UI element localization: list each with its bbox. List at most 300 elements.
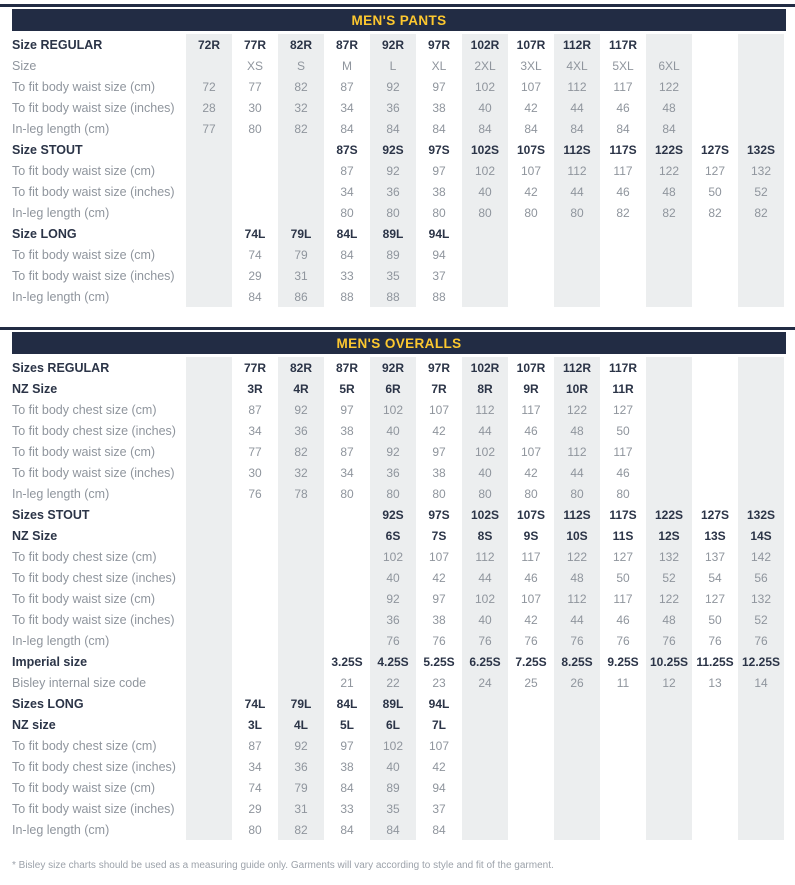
- cell: [738, 76, 784, 97]
- cell: [646, 223, 692, 244]
- cell: 77R: [243, 360, 266, 375]
- cell: 37: [432, 801, 446, 816]
- row-label: In-leg length (cm): [12, 205, 110, 220]
- cell: 50: [708, 612, 722, 627]
- cell: [554, 223, 600, 244]
- row-label: To fit body chest size (cm): [12, 402, 157, 417]
- cell: [646, 798, 692, 819]
- cell: [278, 672, 324, 693]
- table-row: [0, 756, 795, 777]
- row-label: In-leg length (cm): [12, 289, 110, 304]
- row-label: Size REGULAR: [12, 37, 103, 52]
- cell: 89: [370, 777, 416, 798]
- mens-overalls-table: [0, 327, 795, 840]
- table-row: [0, 693, 795, 714]
- row-label: In-leg length (cm): [12, 486, 110, 501]
- cell: [646, 399, 692, 420]
- cell: 84: [524, 121, 538, 136]
- cell: 77: [248, 79, 262, 94]
- cell: 77: [248, 444, 262, 459]
- row-label: To fit body chest size (cm): [12, 738, 157, 753]
- cell: 107R: [516, 37, 546, 52]
- cell: 42: [524, 100, 538, 115]
- cell: [186, 462, 232, 483]
- cell: 12.25S: [738, 651, 784, 672]
- cell: 21: [340, 675, 354, 690]
- cell: [508, 714, 554, 735]
- mens-pants-header-band: [12, 9, 786, 31]
- row-label: NZ Size: [12, 381, 58, 396]
- cell: [186, 546, 232, 567]
- cell: 5R: [339, 381, 355, 396]
- row-label: To fit body waist size (inches): [12, 465, 175, 480]
- cell: [600, 798, 646, 819]
- cell: [692, 265, 738, 286]
- cell: 112: [554, 76, 600, 97]
- cell: 87R: [335, 37, 358, 52]
- cell: 87: [248, 402, 262, 417]
- cell: [692, 693, 738, 714]
- cell: 80: [370, 202, 416, 223]
- cell: [646, 714, 692, 735]
- cell: 80: [616, 486, 630, 501]
- cell: 112: [462, 546, 508, 567]
- cell: [324, 609, 370, 630]
- mens-overalls-header-band: [12, 332, 786, 354]
- cell: 92R: [370, 34, 416, 55]
- cell: [646, 378, 692, 399]
- cell: [738, 756, 784, 777]
- cell: 76: [524, 633, 538, 648]
- cell: 44: [462, 567, 508, 588]
- row-label: Size STOUT: [12, 142, 83, 157]
- cell: [186, 525, 232, 546]
- cell: 122: [554, 546, 600, 567]
- cell: 84: [370, 819, 416, 840]
- cell: [186, 756, 232, 777]
- cell: [692, 378, 738, 399]
- cell: [646, 777, 692, 798]
- cell: 92: [370, 76, 416, 97]
- cell: 36: [278, 420, 324, 441]
- cell: 76: [646, 630, 692, 651]
- cell: [186, 420, 232, 441]
- cell: [554, 286, 600, 307]
- mens-overalls-rows: [0, 357, 795, 840]
- cell: 42: [524, 184, 538, 199]
- cell: 137: [704, 549, 726, 564]
- cell: 84: [554, 118, 600, 139]
- cell: 97R: [427, 360, 450, 375]
- cell: 3XL: [520, 58, 542, 73]
- table-row: [0, 483, 795, 504]
- cell: [186, 735, 232, 756]
- cell: [462, 223, 508, 244]
- cell: 38: [432, 184, 446, 199]
- cell: 9R: [523, 381, 539, 396]
- cell: 132: [646, 546, 692, 567]
- cell: 117: [521, 549, 541, 564]
- cell: [692, 735, 738, 756]
- cell: [646, 441, 692, 462]
- cell: 3.25S: [331, 654, 363, 669]
- cell: 40: [462, 181, 508, 202]
- cell: 40: [370, 420, 416, 441]
- cell: 9.25S: [607, 654, 639, 669]
- row-label: Sizes STOUT: [12, 507, 90, 522]
- cell: 2XL: [462, 55, 508, 76]
- cell: 112S: [554, 139, 600, 160]
- cell: 79L: [278, 693, 324, 714]
- cell: [232, 504, 278, 525]
- cell: 112R: [554, 357, 600, 378]
- cell: 80: [248, 121, 262, 136]
- cell: 44: [462, 420, 508, 441]
- cell: 10S: [554, 525, 600, 546]
- cell: 84: [248, 289, 262, 304]
- cell: 46: [616, 100, 630, 115]
- cell: [600, 714, 646, 735]
- cell: [508, 223, 554, 244]
- cell: [692, 55, 738, 76]
- cell: [738, 399, 784, 420]
- cell: 11R: [612, 381, 634, 396]
- cell: 46: [616, 612, 630, 627]
- cell: 97R: [427, 37, 450, 52]
- cell: 79: [278, 777, 324, 798]
- row-label: To fit body waist size (cm): [12, 79, 156, 94]
- table-row: [0, 55, 795, 76]
- row-label: NZ Size: [12, 528, 58, 543]
- cell: 32: [278, 462, 324, 483]
- cell: 23: [432, 675, 446, 690]
- cell: 52: [738, 609, 784, 630]
- cell: [186, 286, 232, 307]
- cell: [554, 735, 600, 756]
- cell: 87S: [336, 142, 358, 157]
- cell: [232, 525, 278, 546]
- cell: [186, 504, 232, 525]
- cell: [186, 714, 232, 735]
- cell: [692, 97, 738, 118]
- cell: [324, 504, 370, 525]
- cell: 42: [432, 423, 446, 438]
- cell: 92R: [370, 357, 416, 378]
- cell: 5.25S: [423, 654, 455, 669]
- cell: 42: [432, 759, 446, 774]
- cell: [738, 483, 784, 504]
- row-label: To fit body waist size (inches): [12, 268, 175, 283]
- table-row: [0, 441, 795, 462]
- cell: 80: [340, 205, 354, 220]
- cell: 102S: [462, 139, 508, 160]
- cell: [232, 609, 278, 630]
- table-row: [0, 798, 795, 819]
- cell: 50: [708, 184, 722, 199]
- cell: 86: [278, 286, 324, 307]
- cell: 36: [278, 756, 324, 777]
- cell: 127S: [700, 507, 730, 522]
- cell: 48: [646, 181, 692, 202]
- cell: 122: [646, 588, 692, 609]
- cell: [278, 181, 324, 202]
- row-label: In-leg length (cm): [12, 633, 110, 648]
- table-row: [0, 525, 795, 546]
- cell: [600, 286, 646, 307]
- cell: [554, 693, 600, 714]
- cell: M: [342, 58, 352, 73]
- cell: [462, 777, 508, 798]
- cell: [508, 693, 554, 714]
- cell: 48: [646, 97, 692, 118]
- cell: 7S: [431, 528, 447, 543]
- cell: 8S: [462, 525, 508, 546]
- cell: 84: [646, 118, 692, 139]
- cell: 80: [432, 205, 446, 220]
- cell: 14: [738, 672, 784, 693]
- cell: [554, 244, 600, 265]
- cell: [646, 286, 692, 307]
- cell: [186, 399, 232, 420]
- cell: 97: [340, 402, 354, 417]
- cell: [692, 399, 738, 420]
- row-label: To fit body chest size (inches): [12, 570, 176, 585]
- cell: 82: [278, 118, 324, 139]
- cell: [600, 693, 646, 714]
- cell: 102: [370, 399, 416, 420]
- cell: [232, 181, 278, 202]
- cell: 80: [554, 202, 600, 223]
- cell: XL: [431, 58, 447, 73]
- cell: 102S: [462, 504, 508, 525]
- cell: 74: [248, 247, 262, 262]
- cell: 102R: [462, 357, 508, 378]
- cell: 8R: [462, 378, 508, 399]
- table-row: [0, 630, 795, 651]
- cell: 46: [616, 465, 630, 480]
- row-label: Imperial size: [12, 654, 88, 669]
- cell: 6S: [370, 525, 416, 546]
- cell: 50: [616, 570, 630, 585]
- cell: 5L: [339, 717, 354, 732]
- cell: 34: [248, 759, 262, 774]
- row-label: Size: [12, 58, 37, 73]
- cell: [186, 588, 232, 609]
- cell: [646, 357, 692, 378]
- cell: 80: [462, 483, 508, 504]
- cell: 29: [248, 801, 262, 816]
- cell: 40: [462, 97, 508, 118]
- row-label: To fit body chest size (inches): [12, 759, 176, 774]
- cell: 107: [428, 402, 450, 417]
- cell: 92S: [370, 139, 416, 160]
- cell: [600, 777, 646, 798]
- cell: [278, 202, 324, 223]
- cell: 38: [432, 612, 446, 627]
- cell: [186, 441, 232, 462]
- cell: 84: [340, 822, 354, 837]
- row-label: Size LONG: [12, 226, 77, 241]
- cell: 79: [278, 244, 324, 265]
- cell: 112S: [554, 504, 600, 525]
- cell: [692, 756, 738, 777]
- cell: 84: [340, 121, 354, 136]
- cell: [646, 483, 692, 504]
- cell: [462, 798, 508, 819]
- table-row: [0, 97, 795, 118]
- cell: 82: [738, 202, 784, 223]
- cell: 36: [370, 609, 416, 630]
- cell: [646, 819, 692, 840]
- cell: [462, 693, 508, 714]
- cell: 97: [340, 738, 354, 753]
- cell: 117R: [608, 360, 638, 375]
- cell: [646, 693, 692, 714]
- cell: [232, 567, 278, 588]
- cell: [186, 567, 232, 588]
- cell: 38: [340, 759, 354, 774]
- cell: [692, 357, 738, 378]
- cell: 92: [370, 588, 416, 609]
- cell: [186, 160, 232, 181]
- row-label: To fit body waist size (inches): [12, 612, 175, 627]
- cell: [232, 160, 278, 181]
- table-row: [0, 34, 795, 55]
- cell: 117: [613, 444, 633, 459]
- cell: 56: [738, 567, 784, 588]
- cell: [462, 714, 508, 735]
- cell: 112R: [554, 34, 600, 55]
- cell: [186, 244, 232, 265]
- cell: 97: [432, 591, 446, 606]
- cell: [278, 588, 324, 609]
- cell: 6L: [370, 714, 416, 735]
- cell: [692, 420, 738, 441]
- cell: 132: [738, 588, 784, 609]
- cell: 78: [278, 483, 324, 504]
- cell: [232, 651, 278, 672]
- cell: [278, 651, 324, 672]
- cell: [692, 76, 738, 97]
- table-row: [0, 399, 795, 420]
- cell: [508, 798, 554, 819]
- table-row: [0, 735, 795, 756]
- cell: 84: [432, 822, 446, 837]
- mens-pants-rows: [0, 34, 795, 307]
- cell: 72R: [186, 34, 232, 55]
- cell: [186, 55, 232, 76]
- cell: 82: [278, 76, 324, 97]
- row-label: In-leg length (cm): [12, 121, 110, 136]
- top-divider: [0, 327, 795, 330]
- row-label: Sizes LONG: [12, 696, 84, 711]
- cell: 107S: [516, 142, 546, 157]
- cell: [186, 693, 232, 714]
- cell: [508, 735, 554, 756]
- row-label: To fit body waist size (inches): [12, 184, 175, 199]
- cell: 76: [432, 633, 446, 648]
- cell: [692, 819, 738, 840]
- table-row: [0, 76, 795, 97]
- cell: 3R: [247, 381, 263, 396]
- cell: [554, 798, 600, 819]
- cell: 34: [248, 423, 262, 438]
- cell: [738, 462, 784, 483]
- cell: 80: [248, 822, 262, 837]
- cell: [738, 244, 784, 265]
- cell: [186, 672, 232, 693]
- cell: 8.25S: [554, 651, 600, 672]
- cell: 117: [613, 163, 633, 178]
- cell: 30: [248, 465, 262, 480]
- cell: 4.25S: [370, 651, 416, 672]
- cell: [738, 118, 784, 139]
- cell: 74: [248, 780, 262, 795]
- cell: [462, 244, 508, 265]
- cell: 82: [646, 202, 692, 223]
- cell: [738, 819, 784, 840]
- row-label: To fit body waist size (cm): [12, 444, 156, 459]
- table-row: [0, 819, 795, 840]
- cell: [462, 286, 508, 307]
- cell: 44: [554, 462, 600, 483]
- cell: 80: [370, 483, 416, 504]
- cell: 127S: [700, 142, 730, 157]
- cell: 25: [524, 675, 538, 690]
- cell: 35: [370, 265, 416, 286]
- table-row: [0, 609, 795, 630]
- table-row: [0, 202, 795, 223]
- cell: 50: [616, 423, 630, 438]
- cell: 117S: [609, 507, 637, 522]
- table-row: [0, 118, 795, 139]
- cell: 84: [462, 118, 508, 139]
- cell: 142: [738, 546, 784, 567]
- cell: 40: [462, 609, 508, 630]
- cell: 89L: [370, 223, 416, 244]
- cell: [186, 819, 232, 840]
- cell: 48: [554, 567, 600, 588]
- cell: [278, 504, 324, 525]
- cell: 44: [554, 609, 600, 630]
- cell: 36: [370, 181, 416, 202]
- cell: [738, 223, 784, 244]
- cell: 46: [524, 570, 538, 585]
- cell: [186, 651, 232, 672]
- cell: 84L: [336, 696, 358, 711]
- cell: [232, 202, 278, 223]
- cell: [278, 160, 324, 181]
- cell: 117S: [609, 142, 637, 157]
- cell: [738, 777, 784, 798]
- cell: 102: [462, 76, 508, 97]
- table-row: [0, 777, 795, 798]
- cell: [692, 244, 738, 265]
- cell: 122S: [646, 504, 692, 525]
- cell: [324, 546, 370, 567]
- cell: 79L: [278, 223, 324, 244]
- cell: 74L: [244, 696, 266, 711]
- cell: [738, 441, 784, 462]
- cell: 107: [520, 444, 542, 459]
- cell: 87: [248, 738, 262, 753]
- cell: [462, 756, 508, 777]
- cell: [186, 798, 232, 819]
- cell: 84: [340, 247, 354, 262]
- cell: 77: [186, 118, 232, 139]
- cell: 6XL: [646, 55, 692, 76]
- cell: [462, 819, 508, 840]
